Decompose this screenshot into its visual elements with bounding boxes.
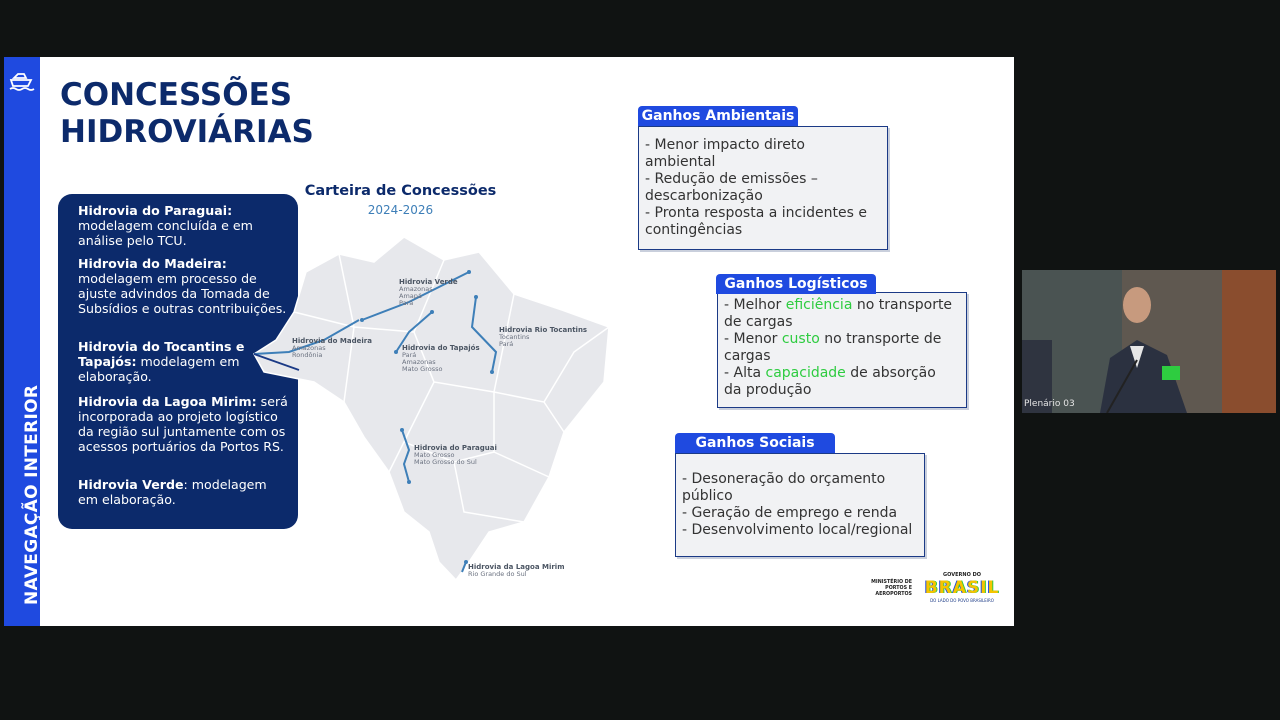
presentation-slide [4,57,1014,626]
governo-brasil-logo: GOVERNO DO BRASIL DO LADO DO POVO BRASILEIRO [924,572,1000,603]
map-title: Carteira de Concessões [304,183,497,199]
ganhos-ambientais-box: Ganhos Ambientais - Menor impacto direto ambiental - Redução de emissões – descarbonização - Pronta resposta a incidentes e contingências [638,126,888,250]
map-label-hidrovia-tocantins: Hidrovia Rio Tocantins Tocantins Pará [499,326,588,348]
video-room-label: Plenário 03 [1024,399,1075,409]
brazil-map [244,232,614,582]
map-label-hidrovia-lagoa-mirim: Hidrovia da Lagoa Mirim Rio Grande do Sul [468,563,565,578]
slide-sidebar [4,57,40,626]
government-logos [854,572,1004,612]
map-label-hidrovia-paraguai: Hidrovia do Paraguai Mato Grosso Mato Grosso do Sul [414,444,497,466]
hidrovia-madeira-item: Hidrovia do Madeira: modelagem em processo de ajuste advindos da Tomada de Subsídios e outras contribuições. [78,256,287,316]
hidrovia-lagoa-mirim-item: Hidrovia da Lagoa Mirim: será incorporada ao projeto logístico da região sul juntamente com os acessos portuários da Portos RS. [78,394,288,454]
map-label-hidrovia-tapajos: Hidrovia do Tapajós Pará Amazonas Mato Grosso [402,344,480,373]
ministerio-logo: MINISTÉRIO DE PORTOS E AEROPORTOS [871,580,912,597]
hidrovia-paraguai-item: Hidrovia do Paraguai: modelagem concluída e em análise pelo TCU. [78,203,253,248]
hidrovia-verde-item: Hidrovia Verde: modelagem em elaboração. [78,477,267,507]
map-subtitle: 2024-2026 [367,203,434,217]
ship-icon [8,67,36,95]
speaker-video-image [1022,270,1276,413]
page-title: CONCESSÕES HIDROVIÁRIAS [60,77,314,150]
hidrovia-tocantins-tapajos-item: Hidrovia do Tocantins e Tapajós: modelagem em elaboração. [78,339,245,384]
ganhos-logisticos-title: Ganhos Logísticos [716,274,876,294]
ganhos-ambientais-title: Ganhos Ambientais [638,106,798,126]
sidebar-vertical-label: NAVEGAÇÃO INTERIOR [22,384,42,605]
map-label-hidrovia-verde: Hidrovia Verde Amazonas Amapá Pará [399,278,458,307]
ganhos-sociais-box: Ganhos Sociais - Desoneração do orçamento público - Geração de emprego e renda - Desenvolvimento local/regional [675,453,925,557]
map-label-hidrovia-madeira: Hidrovia do Madeira Amazonas Rondônia [292,337,372,359]
ganhos-sociais-title: Ganhos Sociais [675,433,835,453]
ganhos-logisticos-box: Ganhos Logísticos - Melhor eficiência no transporte de cargas - Menor custo no transporte de cargas - Alta capacidade de absorção da produção [717,292,967,408]
speaker-video-feed [1022,270,1276,413]
